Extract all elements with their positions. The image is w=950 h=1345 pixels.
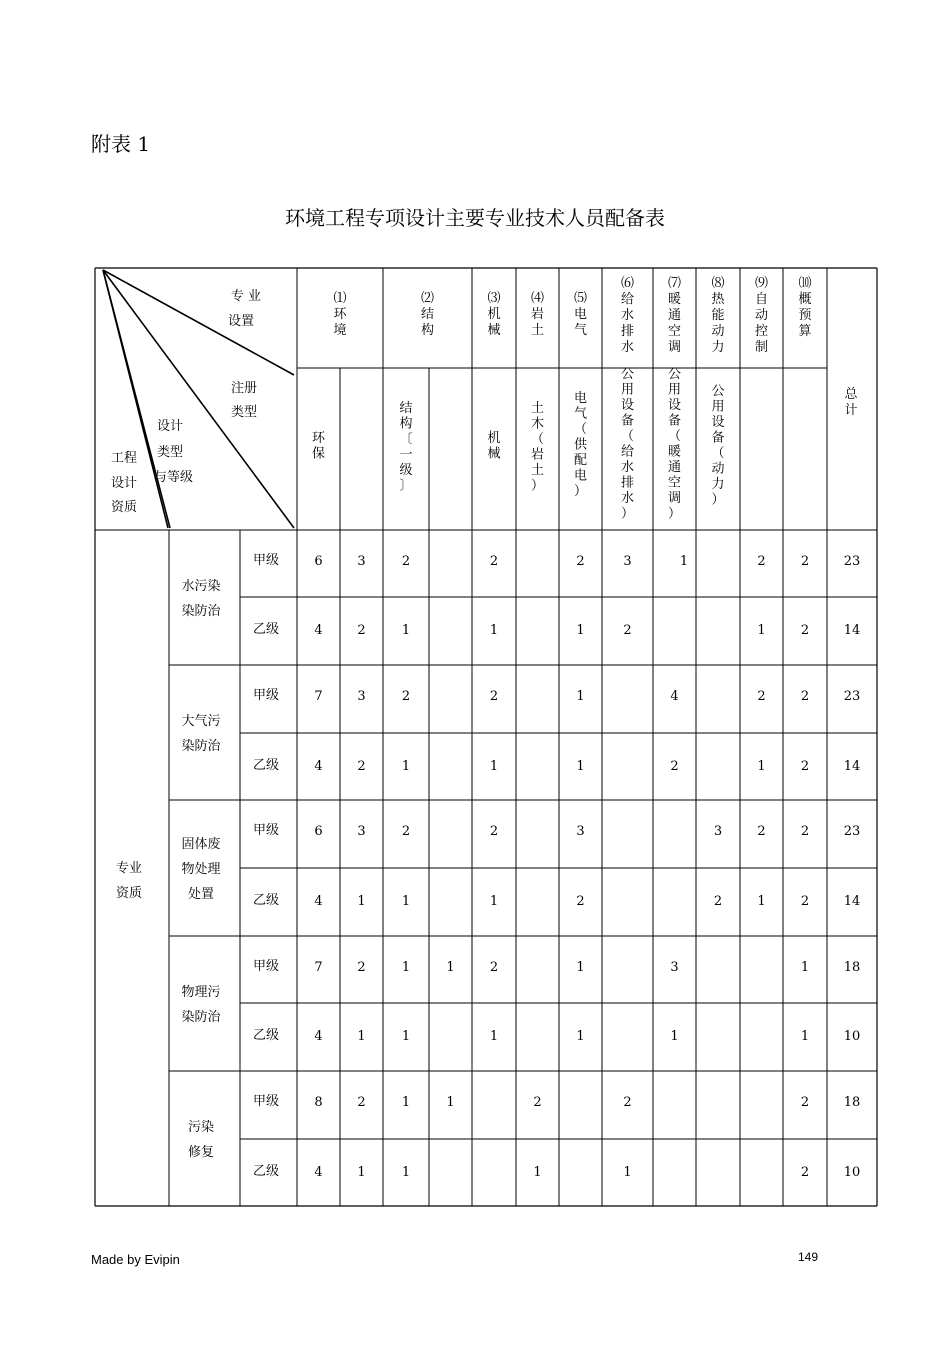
table-cell: 2 bbox=[623, 1095, 632, 1110]
registration-type: 配 bbox=[573, 453, 588, 468]
registration-type: 水 bbox=[620, 491, 635, 506]
table-cell: 23 bbox=[843, 689, 861, 704]
footer-made-by: Made by Evipin bbox=[91, 1252, 180, 1267]
registration-type: 公 bbox=[620, 367, 635, 382]
table-cell: 1 bbox=[679, 554, 689, 569]
table-cell: 2 bbox=[401, 824, 411, 839]
grade-label: 乙级 bbox=[252, 758, 280, 773]
specialty-name: 岩 bbox=[530, 307, 545, 322]
table-cell: 1 bbox=[489, 623, 499, 638]
table-cell: 4 bbox=[314, 894, 323, 909]
specialty-number: ⑽ bbox=[798, 276, 812, 291]
qualification-label: 专业 bbox=[115, 861, 143, 876]
corner-design-type: 类型 bbox=[157, 445, 184, 460]
registration-type: 排 bbox=[620, 475, 635, 491]
table-cell: 2 bbox=[800, 689, 810, 704]
specialty-name: 水 bbox=[620, 308, 635, 323]
grade-label: 甲级 bbox=[252, 823, 280, 838]
appendix-label: 附表 1 bbox=[91, 132, 151, 156]
registration-type: 备 bbox=[667, 413, 682, 429]
specialty-name: 土 bbox=[530, 323, 545, 338]
table-cell: 1 bbox=[800, 960, 810, 975]
registration-type: 结 bbox=[399, 401, 413, 416]
specialty-number: ⑹ bbox=[620, 276, 635, 291]
corner-qualification: 工程 bbox=[111, 451, 138, 466]
table-cell: 10 bbox=[843, 1029, 861, 1044]
registration-type: 岩 bbox=[530, 447, 545, 463]
grade-label: 乙级 bbox=[252, 622, 280, 637]
table-cell: 3 bbox=[623, 554, 632, 569]
registration-type: ） bbox=[620, 506, 635, 522]
specialty-name: 空 bbox=[667, 324, 682, 339]
table-cell: 2 bbox=[800, 554, 810, 569]
table-cell: 3 bbox=[357, 824, 366, 839]
table-cell: 8 bbox=[314, 1095, 323, 1110]
table-cell: 1 bbox=[670, 1029, 679, 1044]
registration-type: 〕 bbox=[399, 478, 413, 494]
table-cell: 2 bbox=[800, 894, 810, 909]
table-cell: 14 bbox=[843, 894, 861, 909]
table-cell: 1 bbox=[401, 894, 411, 909]
table-cell: 1 bbox=[623, 1165, 632, 1180]
registration-type: 环 bbox=[311, 431, 326, 446]
grade-label: 乙级 bbox=[252, 1028, 280, 1043]
design-type-name: 污染 bbox=[187, 1120, 215, 1135]
registration-type: 机 bbox=[487, 431, 501, 446]
table-cell: 1 bbox=[576, 623, 585, 638]
specialty-name: 机 bbox=[487, 307, 501, 322]
table-cell: 2 bbox=[489, 554, 499, 569]
qualification-label: 资质 bbox=[115, 886, 143, 901]
specialty-number: ⑷ bbox=[530, 291, 545, 306]
table-cell: 2 bbox=[576, 554, 585, 569]
table-cell: 3 bbox=[713, 824, 723, 839]
specialty-name: 动 bbox=[711, 324, 725, 339]
specialty-name: 动 bbox=[754, 308, 769, 323]
specialty-name: 电 bbox=[573, 307, 588, 322]
table-cell: 4 bbox=[670, 689, 679, 704]
table-cell: 18 bbox=[843, 1095, 861, 1110]
design-type-name: 染防治 bbox=[181, 1010, 221, 1025]
specialty-name: 境 bbox=[333, 323, 347, 338]
specialty-name: 气 bbox=[573, 323, 588, 338]
table-cell: 18 bbox=[843, 960, 861, 975]
registration-type: 供 bbox=[573, 437, 588, 453]
table-cell: 1 bbox=[401, 960, 411, 975]
table-cell: 1 bbox=[757, 894, 766, 909]
page-number: 149 bbox=[798, 1250, 819, 1264]
grade-label: 甲级 bbox=[252, 959, 280, 974]
registration-type: 水 bbox=[620, 460, 635, 475]
design-type-name: 大气污 bbox=[181, 714, 221, 729]
registration-type: 暖 bbox=[667, 444, 682, 460]
specialty-name: 热 bbox=[711, 292, 725, 307]
table-cell: 1 bbox=[800, 1029, 810, 1044]
table-cell: 1 bbox=[401, 1029, 411, 1044]
registration-type: 通 bbox=[667, 460, 682, 475]
table-cell: 2 bbox=[401, 554, 411, 569]
registration-type: 备 bbox=[711, 430, 725, 446]
specialty-name: 排 bbox=[620, 324, 635, 339]
registration-type: 公 bbox=[711, 384, 725, 399]
specialty-name: 给 bbox=[620, 292, 635, 307]
table-cell: 7 bbox=[314, 689, 323, 704]
table-cell: 2 bbox=[757, 554, 766, 569]
specialty-number: ⑻ bbox=[711, 276, 725, 291]
design-type-name: 物理污 bbox=[181, 985, 221, 1000]
specialty-name: 制 bbox=[754, 340, 769, 355]
specialty-number: ⑶ bbox=[487, 291, 501, 306]
specialty-name: 力 bbox=[711, 340, 725, 355]
table-cell: 3 bbox=[357, 689, 366, 704]
registration-type: ） bbox=[711, 492, 725, 508]
registration-type: 备 bbox=[620, 413, 635, 429]
registration-type: （ bbox=[573, 422, 588, 437]
corner-design-type: 设计 bbox=[157, 419, 184, 434]
table-cell: 10 bbox=[843, 1165, 861, 1180]
table-cell: 2 bbox=[576, 894, 585, 909]
table-cell: 1 bbox=[489, 759, 499, 774]
table-cell: 3 bbox=[670, 960, 679, 975]
registration-type: 用 bbox=[711, 399, 725, 415]
table-cell: 1 bbox=[401, 1095, 411, 1110]
specialty-number: ⑸ bbox=[573, 291, 588, 306]
table-cell: 1 bbox=[576, 759, 585, 774]
registration-type: 械 bbox=[487, 446, 501, 462]
registration-type: ） bbox=[667, 506, 682, 522]
table-cell: 14 bbox=[843, 759, 861, 774]
grade-label: 乙级 bbox=[252, 1164, 280, 1179]
specialty-name: 暖 bbox=[667, 292, 682, 307]
registration-type: 保 bbox=[311, 446, 326, 462]
table-cell: 4 bbox=[314, 759, 323, 774]
table-cell: 14 bbox=[843, 623, 861, 638]
table-cell: 2 bbox=[357, 623, 366, 638]
table-cell: 1 bbox=[357, 1165, 366, 1180]
design-type-name: 染防治 bbox=[181, 739, 221, 754]
registration-type: 设 bbox=[711, 415, 725, 430]
corner-specialty-setting: 专 业 bbox=[230, 289, 262, 304]
table-cell: 3 bbox=[576, 824, 585, 839]
registration-type: 动 bbox=[711, 461, 725, 477]
registration-type: 土 bbox=[530, 463, 545, 478]
table-cell: 1 bbox=[533, 1165, 542, 1180]
registration-type: ） bbox=[530, 478, 545, 494]
registration-type: 力 bbox=[711, 477, 725, 492]
specialty-name: 水 bbox=[620, 340, 635, 355]
table-cell: 2 bbox=[623, 623, 632, 638]
specialty-name: 自 bbox=[754, 292, 769, 307]
table-cell: 4 bbox=[314, 1165, 323, 1180]
table-cell: 4 bbox=[314, 1029, 323, 1044]
registration-type: 设 bbox=[667, 398, 682, 413]
registration-type: 空 bbox=[667, 475, 682, 491]
registration-type: 木 bbox=[530, 416, 545, 432]
corner-diagonal bbox=[103, 270, 294, 375]
table-cell: 1 bbox=[401, 623, 411, 638]
registration-type: （ bbox=[667, 429, 682, 444]
grade-label: 乙级 bbox=[252, 893, 280, 908]
registration-type: 用 bbox=[667, 382, 682, 398]
specialty-name: 能 bbox=[711, 308, 725, 323]
corner-registration-type: 类型 bbox=[230, 405, 258, 420]
grade-label: 甲级 bbox=[252, 688, 280, 703]
table-cell: 6 bbox=[314, 824, 323, 839]
table-cell: 2 bbox=[757, 689, 766, 704]
design-type-name: 水污染 bbox=[181, 579, 221, 594]
registration-type: 设 bbox=[620, 398, 635, 413]
grade-label: 甲级 bbox=[252, 553, 280, 568]
table-cell: 2 bbox=[670, 759, 679, 774]
table-cell: 2 bbox=[533, 1095, 542, 1110]
table-cell: 2 bbox=[800, 824, 810, 839]
specialty-number: ⑺ bbox=[667, 276, 682, 291]
table-cell: 1 bbox=[401, 759, 411, 774]
design-type-name: 修复 bbox=[187, 1145, 215, 1160]
corner-specialty-setting: 设置 bbox=[227, 314, 255, 329]
registration-type: （ bbox=[711, 446, 725, 461]
table-cell: 4 bbox=[314, 623, 323, 638]
table-title: 环境工程专项设计主要专业技术人员配备表 bbox=[285, 206, 665, 230]
specialty-number: ⑵ bbox=[420, 291, 435, 306]
table-cell: 1 bbox=[576, 1029, 585, 1044]
registration-type: （ bbox=[620, 429, 635, 444]
registration-type: （ bbox=[530, 432, 545, 447]
specialty-name: 算 bbox=[798, 324, 812, 339]
specialty-name: 通 bbox=[667, 308, 682, 323]
grade-label: 甲级 bbox=[252, 1094, 280, 1109]
table-cell: 1 bbox=[401, 1165, 411, 1180]
table-cell: 23 bbox=[843, 824, 861, 839]
registration-type: 给 bbox=[620, 444, 635, 460]
table-cell: 2 bbox=[489, 689, 499, 704]
registration-type: 土 bbox=[530, 401, 545, 416]
table-cell: 1 bbox=[757, 759, 766, 774]
table-cell: 2 bbox=[357, 960, 366, 975]
table-cell: 2 bbox=[489, 960, 499, 975]
specialty-name: 预 bbox=[798, 308, 812, 323]
corner-qualification: 资质 bbox=[111, 500, 138, 515]
total-header: 计 bbox=[844, 403, 858, 418]
design-type-name: 染防治 bbox=[181, 604, 221, 619]
table-cell: 2 bbox=[800, 623, 810, 638]
registration-type: 〔 bbox=[399, 432, 413, 447]
registration-type: 构 bbox=[399, 416, 413, 432]
table-cell: 1 bbox=[446, 1095, 455, 1110]
registration-type: 气 bbox=[573, 406, 588, 422]
corner-design-type: 与等级 bbox=[154, 470, 194, 485]
corner-qualification: 设计 bbox=[111, 476, 138, 491]
table-cell: 2 bbox=[757, 824, 766, 839]
registration-type: ） bbox=[573, 484, 588, 499]
specialty-name: 结 bbox=[420, 307, 435, 322]
design-type-name: 固体废 bbox=[181, 837, 221, 852]
registration-type: 电 bbox=[573, 468, 588, 484]
specialty-name: 械 bbox=[487, 323, 501, 338]
table-cell: 1 bbox=[489, 894, 499, 909]
registration-type: 电 bbox=[573, 391, 588, 406]
specialty-number: ⑼ bbox=[754, 276, 769, 291]
table-cell: 6 bbox=[314, 554, 323, 569]
table-cell: 2 bbox=[800, 1095, 810, 1110]
table-cell: 23 bbox=[843, 554, 861, 569]
design-type-name: 处置 bbox=[187, 887, 215, 902]
specialty-name: 环 bbox=[333, 307, 347, 322]
table-cell: 1 bbox=[357, 1029, 366, 1044]
table-cell: 1 bbox=[446, 960, 455, 975]
table-cell: 1 bbox=[757, 623, 766, 638]
table-cell: 1 bbox=[357, 894, 366, 909]
registration-type: 公 bbox=[667, 367, 682, 382]
registration-type: 用 bbox=[620, 382, 635, 398]
table-cell: 2 bbox=[401, 689, 411, 704]
table-cell: 2 bbox=[800, 1165, 810, 1180]
registration-type: 调 bbox=[667, 491, 682, 506]
table-cell: 2 bbox=[800, 759, 810, 774]
specialty-name: 构 bbox=[420, 323, 435, 338]
table-cell: 2 bbox=[713, 894, 723, 909]
specialty-name: 调 bbox=[667, 340, 682, 355]
registration-type: 一 bbox=[399, 447, 413, 463]
table-cell: 2 bbox=[489, 824, 499, 839]
table-cell: 1 bbox=[576, 960, 585, 975]
registration-type: 级 bbox=[399, 463, 413, 478]
table-cell: 1 bbox=[576, 689, 585, 704]
design-type-name: 物处理 bbox=[181, 862, 221, 877]
table-cell: 1 bbox=[489, 1029, 499, 1044]
specialty-name: 控 bbox=[754, 324, 769, 339]
total-header: 总 bbox=[844, 387, 858, 402]
table-cell: 7 bbox=[314, 960, 323, 975]
table-cell: 2 bbox=[357, 759, 366, 774]
table-cell: 2 bbox=[357, 1095, 366, 1110]
specialty-number: ⑴ bbox=[333, 291, 347, 306]
table-cell: 3 bbox=[357, 554, 366, 569]
specialty-name: 概 bbox=[798, 292, 812, 307]
corner-registration-type: 注册 bbox=[230, 381, 258, 396]
